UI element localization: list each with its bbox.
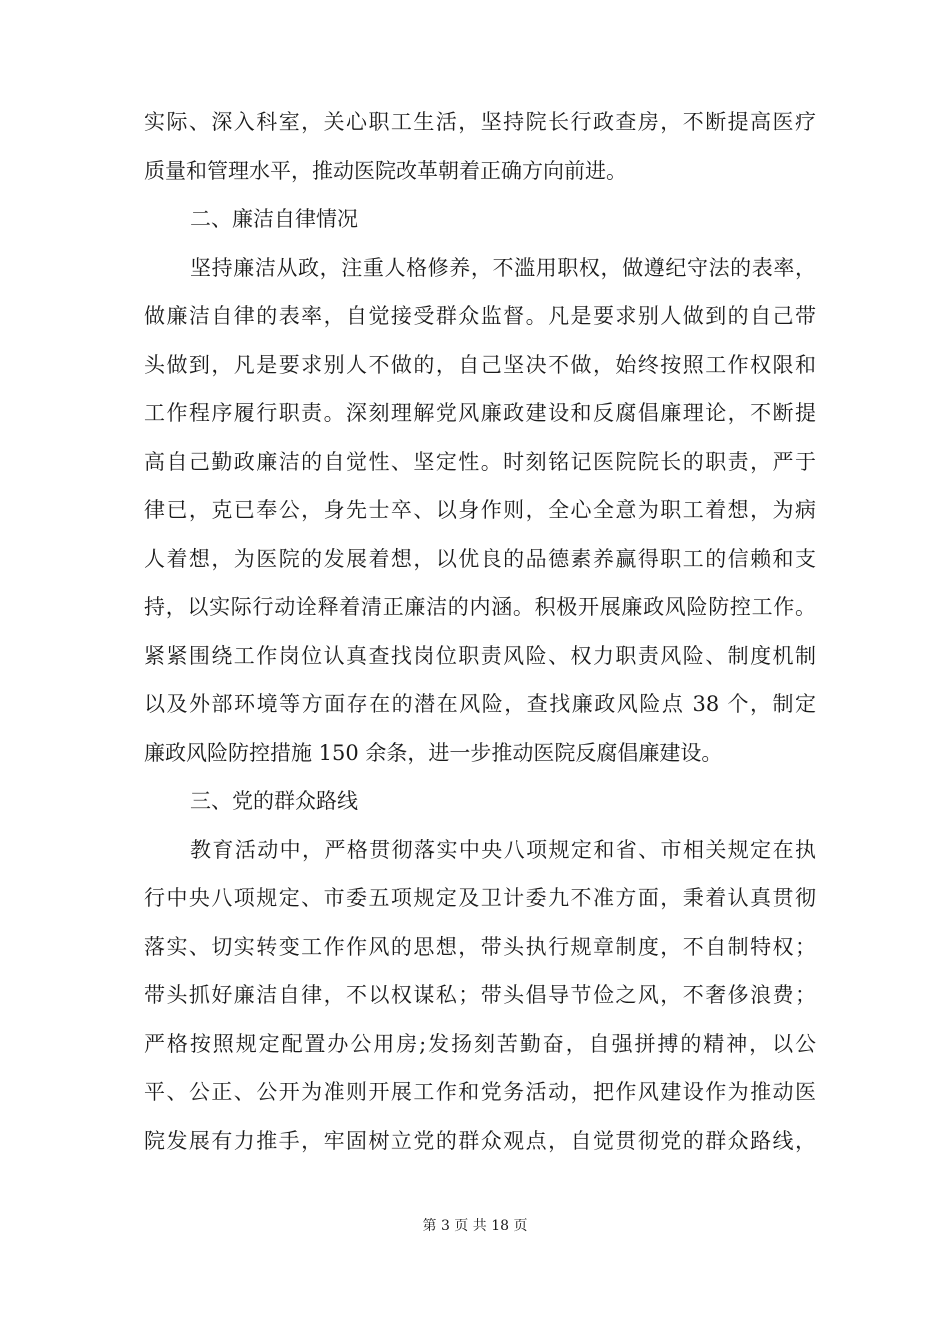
paragraph-line: 做廉洁自律的表率，自觉接受群众监督。凡是要求别人做到的自己带 <box>144 304 816 328</box>
paragraph-line: 紧紧围绕工作岗位认真查找岗位职责风险、权力职责风险、制度机制 <box>144 644 816 668</box>
paragraph-line: 人着想，为医院的发展着想，以优良的品德素养赢得职工的信赖和支 <box>144 547 816 571</box>
paragraph-line: 头做到，凡是要求别人不做的，自己坚决不做，始终按照工作权限和 <box>144 353 816 377</box>
section-heading-mass-line: 三、党的群众路线 <box>190 789 358 813</box>
paragraph-line: 坚持廉洁从政，注重人格修养，不滥用职权，做遵纪守法的表率， <box>190 256 816 280</box>
paragraph-line: 以及外部环境等方面存在的潜在风险，查找廉政风险点 38 个，制定 <box>144 692 816 716</box>
paragraph-line: 平、公正、公开为准则开展工作和党务活动，把作风建设作为推动医 <box>144 1080 816 1104</box>
paragraph-line: 落实、切实转变工作作风的思想，带头执行规章制度，不自制特权； <box>144 935 816 959</box>
paragraph-line: 廉政风险防控措施 150 余条，进一步推动医院反腐倡廉建设。 <box>144 741 723 765</box>
paragraph-line: 严格按照规定配置办公用房;发扬刻苦勤奋，自强拼搏的精神，以公 <box>144 1032 816 1056</box>
paragraph-line: 实际、深入科室，关心职工生活，坚持院长行政查房，不断提高医疗 <box>144 110 816 134</box>
section-heading-integrity: 二、廉洁自律情况 <box>190 207 358 231</box>
page-number-footer: 第 3 页 共 18 页 <box>422 1218 528 1234</box>
paragraph-line: 高自己勤政廉洁的自觉性、坚定性。时刻铭记医院院长的职责，严于 <box>144 450 816 474</box>
paragraph-line: 律已，克已奉公，身先士卒、以身作则，全心全意为职工着想，为病 <box>144 498 816 522</box>
paragraph-line: 工作程序履行职责。深刻理解党风廉政建设和反腐倡廉理论，不断提 <box>144 401 816 425</box>
paragraph-line: 质量和管理水平，推动医院改革朝着正确方向前进。 <box>144 159 627 183</box>
paragraph-line: 带头抓好廉洁自律，不以权谋私；带头倡导节俭之风，不奢侈浪费； <box>144 983 816 1007</box>
paragraph-line: 教育活动中，严格贯彻落实中央八项规定和省、市相关规定在执 <box>190 838 816 862</box>
paragraph-line: 行中央八项规定、市委五项规定及卫计委九不准方面，秉着认真贯彻 <box>144 886 816 910</box>
paragraph-line: 持，以实际行动诠释着清正廉洁的内涵。积极开展廉政风险防控工作。 <box>144 595 816 619</box>
paragraph-line: 院发展有力推手，牢固树立党的群众观点，自觉贯彻党的群众路线， <box>144 1129 816 1153</box>
